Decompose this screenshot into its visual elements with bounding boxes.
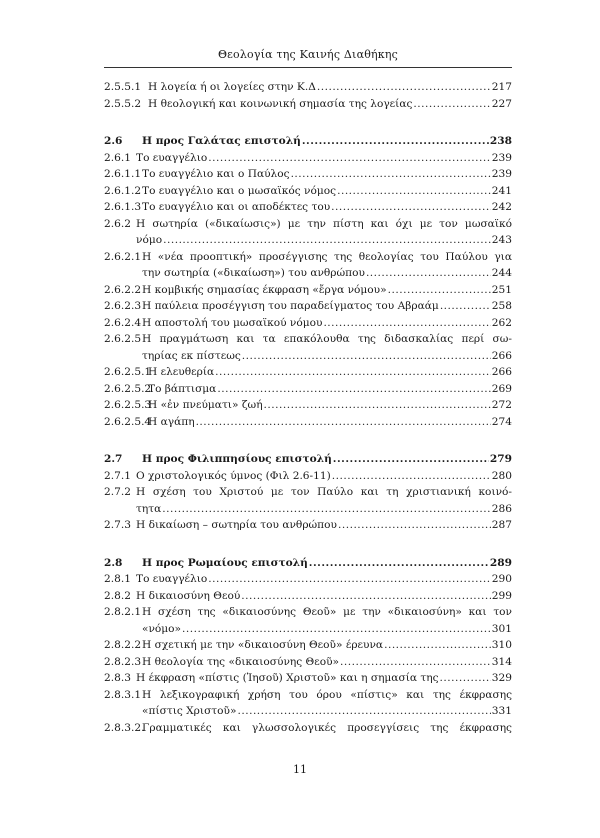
toc-entry: [104, 670, 512, 687]
toc-entry-line: Η σχέση της «δικαιοσύνης Θεοῦ» με την «δικαιοσύνη» και τον: [142, 606, 512, 618]
toc-entry-number: 2.8.1: [104, 573, 131, 585]
toc-entry-title: [104, 150, 512, 167]
toc-entry-number: 2.8: [104, 556, 123, 569]
toc-entry-title-text: Η προς Ρωμαίους επιστολή: [142, 556, 308, 569]
toc-page-number: 262: [491, 316, 512, 329]
toc-entry-title: [104, 720, 512, 737]
toc-page-number: 299: [491, 589, 512, 602]
toc-entry-title: [104, 364, 512, 381]
toc-entry-number: 2.8.3.1: [104, 688, 142, 701]
toc-entry: [104, 150, 512, 167]
toc-entry-title-text: Η κομβικής σημασίας έκφραση «ἔργα νόμου»: [142, 283, 387, 296]
toc-page-number: 329: [491, 672, 512, 684]
toc-entry-title: [104, 183, 512, 200]
toc-entry: [104, 468, 512, 485]
toc-entry-title: [104, 670, 512, 687]
dot-leader: [331, 199, 491, 216]
toc-entry: [104, 571, 512, 588]
toc-entry-title-text: Η αγάπη: [148, 415, 195, 428]
toc-page-number: 310: [491, 639, 512, 651]
toc-page-number: 301: [491, 622, 512, 635]
toc-entry-title-text: «νόμο»: [142, 622, 182, 635]
dot-leader: [215, 364, 491, 381]
dot-leader: [317, 79, 491, 96]
toc-entry-title: [104, 315, 512, 332]
toc-entry: [104, 166, 512, 183]
toc-entry: [104, 249, 512, 282]
toc-entry: [104, 720, 512, 737]
toc-entry: [104, 133, 512, 150]
dot-leader: [291, 166, 491, 183]
toc-entry: [104, 183, 512, 200]
toc-entry-number: 2.6.2.5.3: [104, 399, 152, 411]
toc-page-number: 286: [491, 502, 512, 515]
toc-entry: [104, 315, 512, 332]
toc-entry-title-text: Η «ἐν πνεύματι» ζωή: [148, 399, 263, 411]
toc-entry-title-text: Η θεολογία της «δικαιοσύνης Θεοῦ»: [142, 655, 340, 668]
toc-section: [104, 133, 512, 430]
toc-page-number: 217: [491, 81, 512, 93]
toc-entry: [104, 654, 512, 671]
toc-entry-number: 2.5.5.1: [104, 81, 142, 93]
running-head: Θεολογία της Καινής Διαθήκης: [217, 48, 399, 61]
dot-leader: [440, 298, 491, 315]
toc-page-number: 251: [491, 283, 512, 296]
toc-entry: [104, 484, 512, 517]
toc-entry-title: [104, 571, 512, 588]
toc-entry-title: [104, 654, 512, 671]
toc-entry-number: 2.6.1: [104, 151, 131, 164]
toc-entry-title-text: τητα: [136, 502, 162, 515]
toc-entry-title: [104, 166, 512, 183]
toc-entry-line: Η λεξικογραφική χρήση του όρου «πίστις» και της έκφρασης: [142, 688, 512, 701]
dot-leader: [302, 133, 489, 150]
toc-page-number: 266: [491, 366, 512, 378]
dot-leader: [208, 571, 490, 588]
toc-entry-title-text: Το ευαγγέλιο και ο μωσαϊκός νόμος: [142, 184, 337, 197]
toc-page-number: 290: [491, 573, 512, 585]
toc-entry-number: 2.8.3: [104, 672, 131, 684]
toc-entry-title-text: Το ευαγγέλιο και οι αποδέκτες του: [142, 201, 331, 213]
toc-entry: [104, 364, 512, 381]
toc-page-number: 269: [491, 382, 512, 395]
toc-entry-title: [104, 414, 512, 431]
toc-page-number: 314: [491, 655, 512, 668]
toc-entry-title-text: Η παύλεια προσέγγιση του παραδείγματος του Αβραάμ: [142, 300, 439, 312]
toc-section: [104, 555, 512, 737]
toc-entry-number: 2.6: [104, 135, 123, 147]
toc-entry-number: 2.8.3.2.: [104, 721, 145, 734]
toc-entry-title: [104, 216, 512, 249]
dot-leader: [196, 414, 491, 431]
toc-entry: [104, 331, 512, 364]
toc-entry-number: 2.8.2: [104, 589, 131, 602]
dot-leader: [182, 621, 491, 638]
toc-page-number: 266: [491, 349, 512, 362]
dot-leader: [323, 315, 490, 332]
toc-entry-title: [104, 96, 512, 113]
toc-entry-title-text: Η προς Γαλάτας επιστολή: [142, 135, 301, 147]
toc-page-number: 243: [491, 234, 512, 246]
toc-page-number: 227: [491, 97, 512, 110]
toc-entry-number: 2.6.1.1: [104, 168, 142, 180]
toc-entry-title: [104, 79, 512, 96]
toc-entry: [104, 517, 512, 534]
dot-leader: [337, 183, 491, 200]
toc-entry-title-text: Η έκφραση «πίστις (Ἰησοῦ) Χριστοῦ» και η σημασία της: [136, 672, 439, 684]
toc-entry: [104, 588, 512, 605]
toc-entry: [104, 637, 512, 654]
toc-entry-title: [104, 381, 512, 398]
toc-entry-title: [104, 555, 512, 572]
toc-entry-title: [104, 468, 512, 485]
toc-entry: [104, 687, 512, 720]
toc-entry-title: [104, 397, 512, 414]
toc-entry-number: 2.8.2.1: [104, 606, 142, 618]
dot-leader: [309, 555, 489, 572]
dot-leader: [338, 517, 491, 534]
toc-entry-title-text: Η θεολογική και κοινωνική σημασία της λογείας: [148, 97, 413, 110]
toc-entry-title: [104, 517, 512, 534]
toc-entry-title-text: Η ελευθερία: [148, 366, 215, 378]
toc-entry-line: Γραμματικές και γλωσσολογικές προσεγγίσεις της έκφρασης: [142, 721, 512, 734]
toc-page-number: 239: [491, 168, 512, 180]
toc-page-number: 238: [489, 135, 512, 147]
toc-entry: [104, 555, 512, 572]
toc-entry: [104, 298, 512, 315]
toc-entry-number: 2.6.2.4: [104, 316, 142, 329]
toc-entry-title-text: Η λογεία ή οι λογείες στην Κ.Δ: [148, 81, 316, 93]
toc-entry-title: [104, 604, 512, 637]
toc-entry-number: 2.6.2.2: [104, 283, 142, 296]
toc-entry-title-text: Το ευαγγέλιο: [136, 151, 208, 164]
dot-leader: [264, 397, 491, 414]
toc-entry-title: [104, 249, 512, 282]
toc-page-number: 331: [491, 705, 512, 717]
toc-entry-title: [104, 484, 512, 517]
dot-leader: [340, 654, 491, 671]
dot-leader: [237, 703, 490, 720]
toc-entry-number: 2.8.2.2: [104, 639, 142, 651]
toc-entry: [104, 216, 512, 249]
toc-entry-title: [104, 687, 512, 720]
dot-leader: [366, 265, 491, 282]
toc-entry-line: Η «νέα προοπτική» προσέγγισης της θεολογίας του Παύλου για: [142, 250, 512, 263]
toc-entry-number: 2.6.1.2: [104, 184, 142, 197]
dot-leader: [413, 96, 490, 113]
toc-entry-title: [104, 331, 512, 364]
dot-leader: [241, 588, 491, 605]
toc-entry-title-text: Το βάπτισμα: [148, 382, 217, 395]
toc-entry: [104, 79, 512, 96]
toc-entry-number: 2.6.1.3: [104, 201, 142, 213]
toc-entry-line: Η σωτηρία («δικαίωσις») με την πίστη και όχι με τον μωσαϊκό: [136, 217, 512, 230]
toc-page-number: 242: [491, 201, 512, 213]
dot-leader: [242, 348, 491, 365]
toc-entry-number: 2.6.2.1: [104, 250, 142, 263]
toc-entry-title-text: Η προς Φιλιππησίους επιστολή: [142, 453, 332, 465]
toc-entry: [104, 199, 512, 216]
toc-entry-number: 2.6.2.5.4: [104, 415, 152, 428]
toc-entry-title-text: νόμο: [136, 234, 163, 246]
toc-entry-number: 2.7.2: [104, 486, 131, 498]
toc-entry-title-text: Το ευαγγέλιο: [136, 573, 208, 585]
toc-section: [104, 79, 512, 112]
dot-leader: [384, 637, 491, 654]
toc-entry-title: [104, 637, 512, 654]
dot-leader: [388, 282, 491, 299]
toc-entry-line: Η σχέση του Χριστού με τον Παύλο και τη χριστιανική κοινό-: [136, 486, 512, 498]
toc-page-number: 241: [491, 184, 512, 197]
toc-entry: [104, 414, 512, 431]
toc-entry: [104, 96, 512, 113]
toc-entry-title-text: Η αποστολή του μωσαϊκού νόμου: [142, 316, 323, 329]
toc-page-number: 287: [491, 519, 512, 531]
toc-page-number: 289: [489, 556, 512, 569]
toc-page-number: 239: [491, 151, 512, 164]
toc-page-number: 279: [489, 453, 512, 465]
toc-entry-title-text: Η σχετική με την «δικαιοσύνη Θεοῦ» έρευνα: [142, 639, 384, 651]
toc-entry-number: 2.6.2.5: [104, 333, 142, 345]
toc-page-number: 258: [491, 300, 512, 312]
dot-leader: [333, 451, 489, 468]
toc-entry-title: [104, 588, 512, 605]
toc-entry: [104, 397, 512, 414]
toc-page-number: 244: [491, 267, 512, 279]
toc-entry-title: [104, 133, 512, 150]
toc-entry-line: Η πραγμάτωση και τα επακόλουθα της διδασκαλίας περί σω-: [142, 333, 512, 345]
toc-entry: [104, 604, 512, 637]
dot-leader: [440, 670, 491, 687]
toc-entry-title-text: Το ευαγγέλιο και ο Παύλος: [142, 168, 290, 180]
toc-entry-title: [104, 298, 512, 315]
dot-leader: [163, 232, 491, 249]
toc-entry-number: 2.5.5.2: [104, 97, 142, 110]
toc-entry-number: 2.6.2.5.1: [104, 366, 152, 378]
dot-leader: [162, 501, 491, 518]
toc-entry-number: 2.8.2.3: [104, 655, 142, 668]
header-rule: [104, 67, 512, 68]
toc-page-number: 280: [491, 469, 512, 482]
toc-entry-number: 2.7: [104, 453, 123, 465]
toc-entry-number: 2.6.2.3: [104, 300, 142, 312]
page-number: 11: [293, 763, 307, 776]
toc-entry-title-text: Η δικαιοσύνη Θεού: [136, 589, 241, 602]
toc-entry-title: [104, 451, 512, 468]
toc-entry-title-text: τηρίας εκ πίστεως: [142, 349, 241, 362]
toc-entry-number: 2.6.2.5.2: [104, 382, 152, 395]
toc-entry-number: 2.7.1: [104, 469, 131, 482]
table-of-contents: [104, 79, 512, 757]
toc-entry-title-text: Ο χριστολογικός ύμνος (Φιλ 2.6-11): [136, 469, 331, 482]
toc-entry-title-text: την σωτηρία («δικαίωση») του ανθρώπου: [142, 267, 365, 279]
toc-page-number: 272: [491, 399, 512, 411]
dot-leader: [332, 468, 491, 485]
toc-entry-number: 2.7.3: [104, 519, 131, 531]
toc-entry-number: 2.6.2: [104, 217, 131, 230]
toc-entry: [104, 381, 512, 398]
dot-leader: [208, 150, 490, 167]
toc-entry-title-text: Η δικαίωση – σωτηρία του ανθρώπου: [136, 519, 337, 531]
dot-leader: [217, 381, 490, 398]
toc-entry: [104, 451, 512, 468]
toc-page-number: 274: [491, 415, 512, 428]
toc-section: [104, 451, 512, 534]
toc-entry-title: [104, 199, 512, 216]
toc-entry: [104, 282, 512, 299]
toc-entry-title-text: «πίστις Χριστοῦ»: [142, 705, 237, 717]
toc-entry-title: [104, 282, 512, 299]
